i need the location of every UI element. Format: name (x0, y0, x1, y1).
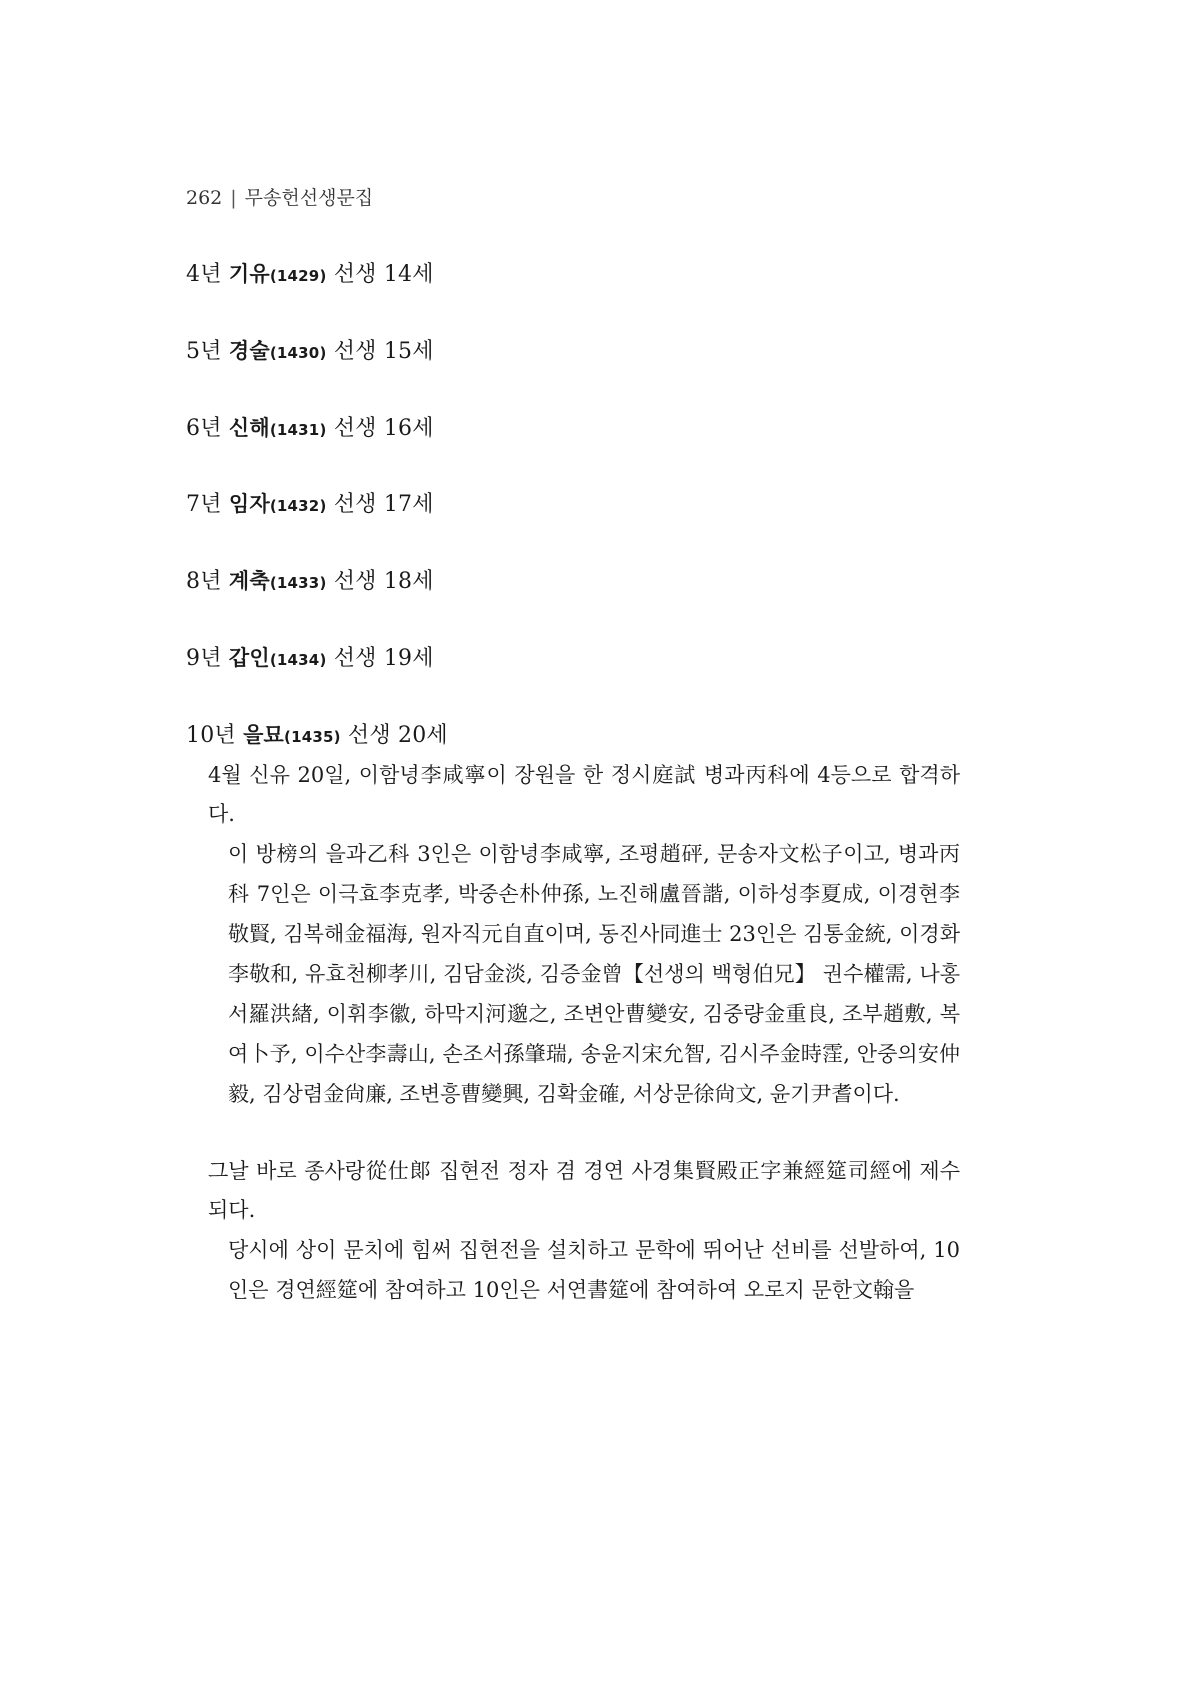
year-entry-1433 (186, 564, 434, 595)
page-number: 262 (186, 187, 223, 209)
reign-year: 10년 (186, 723, 236, 748)
running-header (186, 183, 373, 210)
western-year: (1432) (269, 497, 327, 515)
reign-year: 4년 (186, 262, 222, 287)
ganji-label: 경술 (228, 339, 270, 363)
ganji-label: 계축 (228, 569, 270, 593)
age-text: 선생 17세 (333, 492, 434, 517)
event-paragraph-exam: 4월 신유 20일, 이함녕李咸寧이 장원을 한 정시庭試 병과丙科에 4등으로 합격하다. (208, 763, 960, 826)
age-text: 선생 14세 (333, 262, 434, 287)
year-entry-1430 (186, 334, 434, 365)
age-text: 선생 20세 (347, 723, 448, 748)
western-year: (1433) (269, 574, 327, 592)
year-entry-1429 (186, 257, 434, 288)
year-entry-1432 (186, 487, 434, 518)
reign-year: 7년 (186, 492, 222, 517)
event-paragraph-appointment: 그날 바로 종사랑從仕郞 집현전 정자 겸 경연 사경集賢殿正字兼經筵司經에 제수되다. (208, 1159, 960, 1222)
reign-year: 9년 (186, 646, 222, 671)
age-text: 선생 19세 (333, 646, 434, 671)
age-text: 선생 15세 (333, 339, 434, 364)
year-entry-1434 (186, 641, 434, 672)
reign-year: 5년 (186, 339, 222, 364)
year-entry-1435 (186, 718, 448, 749)
age-text: 선생 16세 (333, 416, 434, 441)
header-separator: | (230, 187, 237, 209)
book-title: 무송헌선생문집 (244, 187, 374, 209)
ganji-label: 임자 (228, 492, 270, 516)
reign-year: 6년 (186, 416, 222, 441)
western-year: (1434) (269, 651, 327, 669)
western-year: (1430) (269, 344, 327, 362)
reign-year: 8년 (186, 569, 222, 594)
ganji-label: 신해 (228, 416, 270, 440)
western-year: (1431) (269, 421, 327, 439)
ganji-label: 기유 (228, 262, 270, 286)
ganji-label: 을묘 (243, 723, 285, 747)
western-year: (1435) (284, 728, 341, 746)
age-text: 선생 18세 (333, 569, 434, 594)
ganji-label: 갑인 (228, 646, 270, 670)
year-entry-1431 (186, 411, 434, 442)
western-year: (1429) (269, 267, 327, 285)
note-paragraph-jiphyeonjeon: 당시에 상이 문치에 힘써 집현전을 설치하고 문학에 뛰어난 선비를 선발하여, 10인은 경연經筵에 참여하고 10인은 서연書筵에 참여하여 오로지 문한文翰을 (228, 1238, 960, 1302)
note-paragraph-passers: 이 방榜의 을과乙科 3인은 이함녕李咸寧, 조평趙砰, 문송자文松子이고, 병과丙科 7인은 이극효李克孝, 박중손朴仲孫, 노진해盧晉諧, 이하성李夏成, 이경현李敬賢, 김복해金福海, 원자직元自直이며, 동진사同進士 23인은 김통金統, 이경화李敬和, 유효천柳孝川, 김담金淡, 김증金曾【선생의 백형伯兄】 권수權需, 나홍서羅洪緖, 이휘李徽, 하막지河邈之, 조변안曹變安, 김중량金重良, 조부趙敷, 복여卜予, 이수산李壽山, 손조서孫肇瑞, 송윤지宋允智, 김시주金時霔, 안중의安仲毅, 김상렴金尙廉, 조변흥曹變興, 김확金確, 서상문徐尙文, 윤기尹耆이다. (228, 842, 960, 1106)
